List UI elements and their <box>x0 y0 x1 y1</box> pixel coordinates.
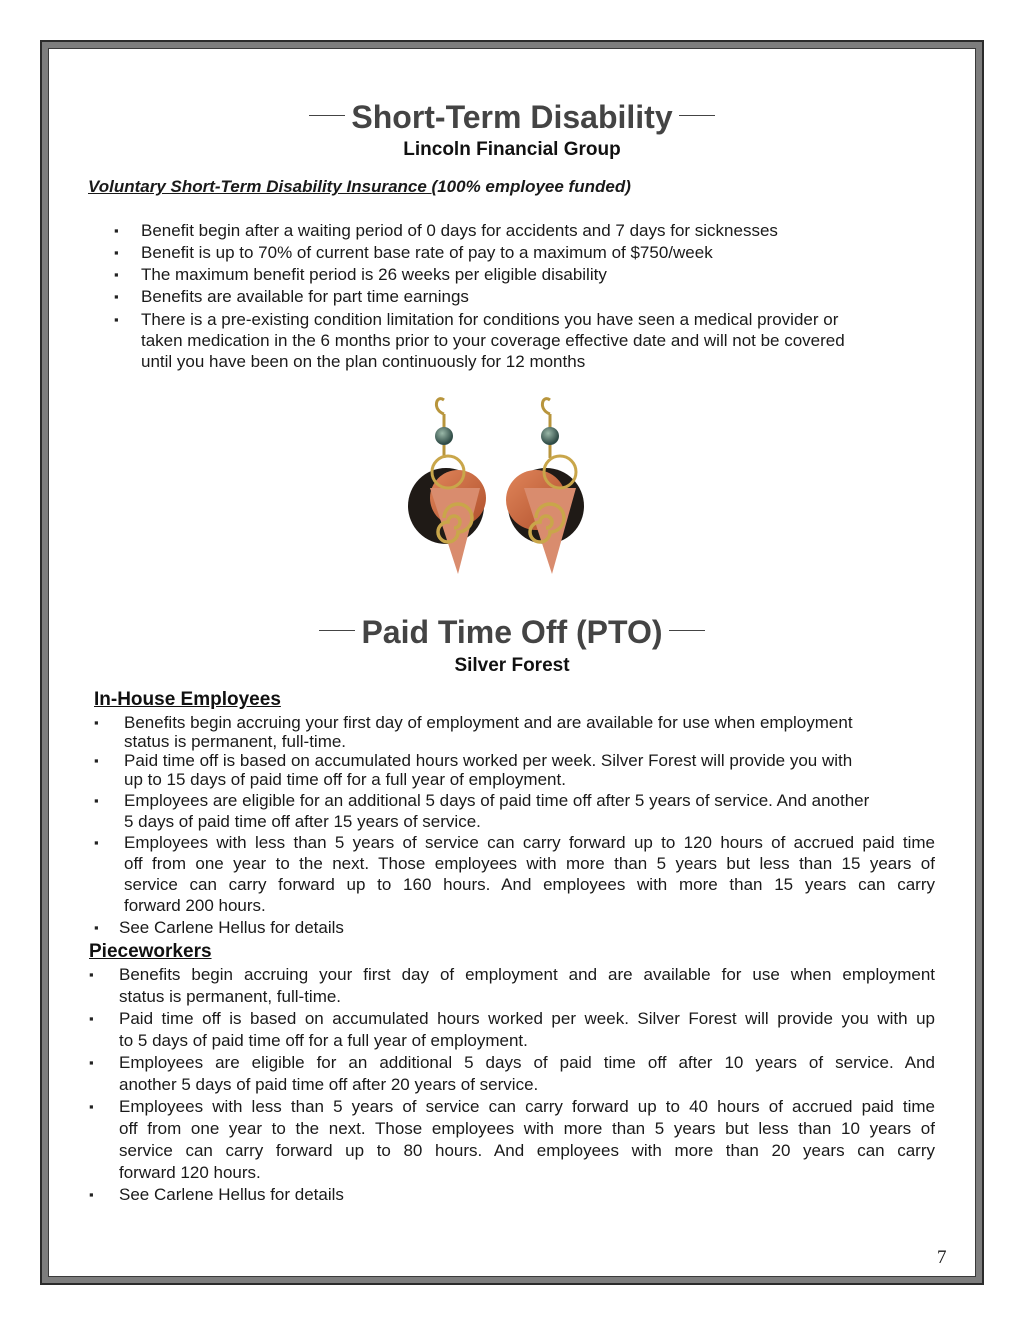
std-title <box>0 99 1024 136</box>
list-item-line: forward 200 hours. <box>124 896 266 915</box>
list-item-line: Benefits begin accruing your first day of employment and are available for use when employment <box>124 713 853 732</box>
list-item-line: Benefits are available for part time earnings <box>141 287 469 306</box>
list-item-line: The maximum benefit period is 26 weeks per eligible disability <box>141 265 607 284</box>
pto-title-text: Paid Time Off (PTO) <box>361 614 663 650</box>
list-item-line: Employees with less than 5 years of service can carry forward up to 40 hours of accrued paid time <box>119 1097 935 1116</box>
bullet-marker: ▪ <box>89 1187 94 1202</box>
bullet-marker: ▪ <box>114 267 119 282</box>
bullet-marker: ▪ <box>114 289 119 304</box>
bullet-marker: ▪ <box>114 223 119 238</box>
inhouse-heading: In-House Employees <box>94 689 281 710</box>
list-item-line: Employees are eligible for an additional 5 days of paid time off after 10 years of service. And <box>119 1053 935 1072</box>
bullet-marker: ▪ <box>94 715 99 730</box>
list-item-line: off from one year to the next. Those employees with more than 5 years but less than 15 years of <box>124 854 935 873</box>
earrings-image <box>400 388 596 580</box>
earring-left <box>408 399 486 574</box>
title-rule-right <box>669 630 705 631</box>
pieceworkers-heading: Pieceworkers <box>89 941 212 962</box>
bullet-marker: ▪ <box>89 967 94 982</box>
std-insurance-line <box>88 177 631 197</box>
title-rule-right <box>679 115 715 116</box>
list-item-line: Employees with less than 5 years of service can carry forward up to 120 hours of accrued paid time <box>124 833 935 852</box>
list-item-line: status is permanent, full-time. <box>124 732 347 751</box>
list-item-line: Employees are eligible for an additional 5 days of paid time off after 5 years of service. And another <box>124 791 870 810</box>
list-item-line: There is a pre-existing condition limitation for conditions you have seen a medical provider or <box>141 310 839 329</box>
list-item-line: until you have been on the plan continuously for 12 months <box>141 352 586 371</box>
std-insurance-note: (100% employee funded) <box>431 177 631 196</box>
bullet-marker: ▪ <box>89 1099 94 1114</box>
bullet-marker: ▪ <box>89 1055 94 1070</box>
list-item-line: Benefit is up to 70% of current base rate of pay to a maximum of $750/week <box>141 243 713 262</box>
list-item-line: Paid time off is based on accumulated hours worked per week. Silver Forest will provide you with <box>124 751 853 770</box>
list-item-line: Benefits begin accruing your first day of employment and are available for use when employment <box>119 965 935 984</box>
list-item-line: See Carlene Hellus for details <box>119 918 344 937</box>
list-item-line: off from one year to the next. Those employees with more than 5 years but less than 10 years of <box>119 1119 935 1138</box>
bullet-marker: ▪ <box>89 1011 94 1026</box>
bullet-marker: ▪ <box>94 920 99 935</box>
pto-title <box>0 614 1024 651</box>
list-item-line: service can carry forward up to 160 hours. And employees with more than 15 years can carry <box>124 875 935 894</box>
list-item-line: up to 15 days of paid time off for a full year of employment. <box>124 770 566 789</box>
title-rule-left <box>319 630 355 631</box>
bullet-marker: ▪ <box>94 835 99 850</box>
list-item-line: 5 days of paid time off after 15 years of service. <box>124 812 481 831</box>
bullet-marker: ▪ <box>114 312 119 327</box>
std-provider: Lincoln Financial Group <box>403 139 621 160</box>
list-item-line: forward 120 hours. <box>119 1163 261 1182</box>
list-item-line: to 5 days of paid time off for a full year of employment. <box>119 1031 528 1050</box>
list-item-line: service can carry forward up to 80 hours. And employees with more than 20 years can carry <box>119 1141 935 1160</box>
list-item-line: another 5 days of paid time off after 20 years of service. <box>119 1075 539 1094</box>
earring-right <box>506 399 584 574</box>
bullet-marker: ▪ <box>94 793 99 808</box>
bullet-marker: ▪ <box>114 245 119 260</box>
list-item-line: Benefit begin after a waiting period of 0 days for accidents and 7 days for sicknesses <box>141 221 778 240</box>
list-item-line: Paid time off is based on accumulated hours worked per week. Silver Forest will provide you with up <box>119 1009 935 1028</box>
list-item-line: See Carlene Hellus for details <box>119 1185 344 1204</box>
title-rule-left <box>309 115 345 116</box>
page-number: 7 <box>937 1247 947 1268</box>
list-item-line: status is permanent, full-time. <box>119 987 342 1006</box>
bullet-marker: ▪ <box>94 753 99 768</box>
std-title-text: Short-Term Disability <box>351 99 673 135</box>
list-item-line: taken medication in the 6 months prior to your coverage effective date and will not be covered <box>141 331 845 350</box>
pto-provider: Silver Forest <box>454 655 570 676</box>
std-insurance-label: Voluntary Short-Term Disability Insurance <box>88 177 432 196</box>
